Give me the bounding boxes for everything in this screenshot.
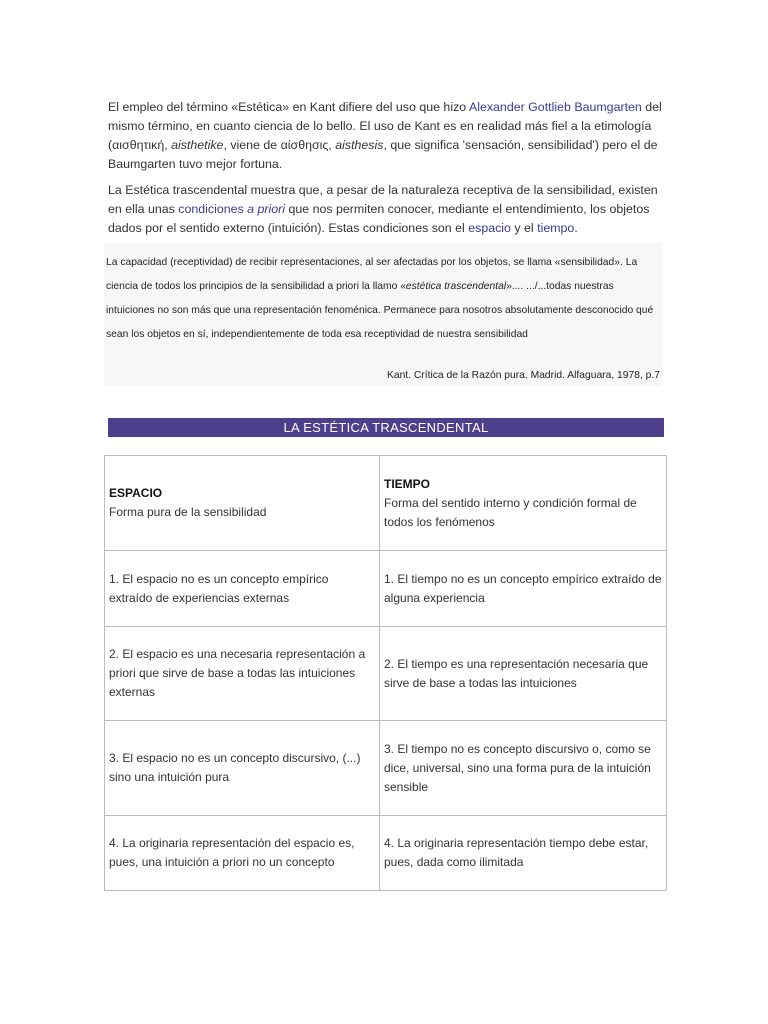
text-run-italic: estética trascendental [405, 281, 507, 292]
quote-source: Kant. Crítica de la Razón pura. Madrid. Alfaguara, 1978, p.7 [386, 370, 660, 381]
section-banner-title: LA ESTÉTICA TRASCENDENTAL [108, 418, 664, 437]
text-run: La Estética trascendental muestra que, a pesar de la naturaleza receptiva de la sensibilidad, existen en ella unas [108, 183, 658, 216]
header-cell-espacio [105, 456, 380, 551]
link-text-italic: a priori [247, 202, 286, 216]
link-espacio[interactable]: espacio [468, 221, 511, 235]
header-title: ESPACIO [109, 486, 163, 500]
table-cell: 1. El tiempo no es un concepto empírico extraído de alguna experiencia [380, 551, 667, 627]
table-row [105, 551, 667, 627]
table-cell: 2. El tiempo es una representación necesaria que sirve de base a todas las intuiciones [380, 627, 667, 721]
kant-quote-block [104, 243, 662, 386]
comparison-table [104, 455, 667, 891]
header-title: TIEMPO [384, 476, 431, 491]
text-run: La capacidad (receptividad) de recibir representaciones, al ser afectadas por los objetos, se llama «sensibilidad». La ciencia de todos los principios de la sensibilidad a priori la llamo « [106, 257, 638, 292]
header-cell-tiempo [380, 456, 667, 551]
text-run: que nos permiten conocer, mediante el entendimiento, los objetos dados por el sentido externo (intuición). Estas condiciones son el [108, 202, 650, 235]
table-cell: 3. El tiempo no es concepto discursivo o, como se dice, universal, sino una forma pura de la intuición sensible [380, 721, 667, 816]
table-row [105, 721, 667, 816]
link-tiempo[interactable]: tiempo [537, 221, 575, 235]
table-header-row [105, 456, 667, 551]
text-run: . [574, 221, 578, 235]
text-run: , que significa 'sensación, sensibilidad') pero el de Baumgarten tuvo mejor fortuna. [108, 138, 658, 171]
link-condiciones-a-priori[interactable] [178, 202, 285, 216]
link-text: condiciones [178, 202, 248, 216]
text-run: ».... .../...todas nuestras intuiciones no son más que una representación fenoménica. Permanece para nosotros absolutamente desconocido qué sean los objetos en sí, independientemente de toda esa receptividad de nuestra sensibilidad [106, 281, 654, 340]
text-run: El empleo del término «Estética» en Kant difiere del uso que hizo [108, 100, 469, 114]
text-run-italic: aisthesis [335, 138, 384, 152]
intro-paragraph-2 [108, 181, 664, 238]
link-baumgarten[interactable]: Alexander Gottlieb Baumgarten [468, 100, 642, 114]
text-run: del mismo término, en cuanto ciencia de lo bello. El uso de Kant es en realidad más fiel a la etimología (αισθητική, [108, 100, 662, 152]
table-row [105, 816, 667, 891]
table-cell: 2. El espacio es una necesaria representación a priori que sirve de base a todas las intuiciones externas [105, 627, 380, 721]
table-cell: 4. La originaria representación del espacio es, pues, una intuición a priori no un concepto [105, 816, 380, 891]
table-row [105, 627, 667, 721]
table-cell: 1. El espacio no es un concepto empírico extraído de experiencias externas [105, 551, 380, 627]
text-run: , viene de αίσθησις, [223, 138, 336, 152]
intro-paragraph-1 [108, 98, 664, 174]
text-run-italic: aisthetike [171, 138, 224, 152]
table-cell: 3. El espacio no es un concepto discursivo, (...) sino una intuición pura [105, 721, 380, 816]
table-cell: 4. La originaria representación tiempo debe estar, pues, dada como ilimitada [380, 816, 667, 891]
header-subtitle: Forma del sentido interno y condición formal de todos los fenómenos [384, 495, 637, 529]
quote-text [106, 251, 658, 347]
text-run: y el [510, 221, 538, 235]
header-subtitle: Forma pura de la sensibilidad [109, 505, 267, 519]
